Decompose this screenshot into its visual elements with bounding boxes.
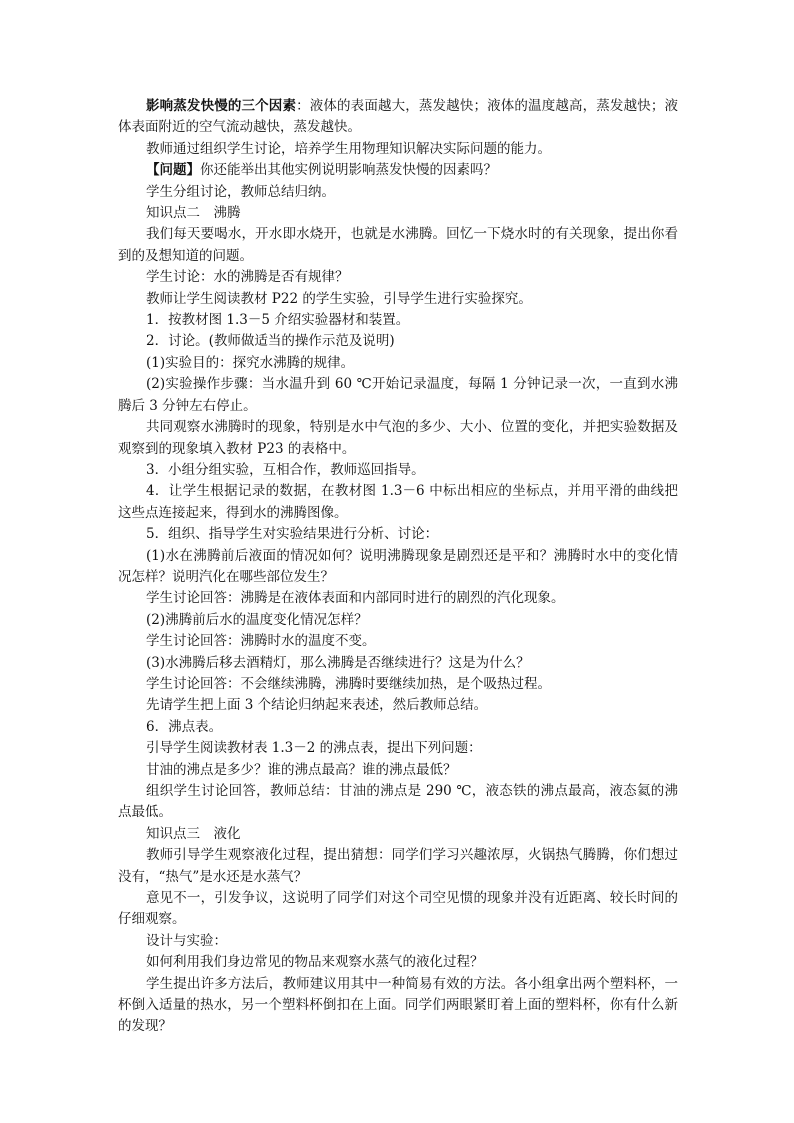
paragraph bbox=[118, 717, 678, 738]
paragraph bbox=[118, 546, 678, 589]
section-heading bbox=[118, 203, 678, 224]
paragraph-text: 1．按教材图 1.3－5 介绍实验器材和装置。 bbox=[146, 312, 410, 329]
paragraph-text: 我们每天要喝水，开水即水烧开，也就是水沸腾。回忆一下烧水时的有关现象，提出你看到的及想知道的问题。 bbox=[118, 226, 678, 264]
paragraph bbox=[118, 139, 678, 160]
paragraph-text: 引导学生阅读教材表 1.3－2 的沸点表，提出下列问题： bbox=[146, 740, 482, 757]
paragraph-text: 知识点三 液化 bbox=[146, 825, 241, 842]
paragraph bbox=[118, 481, 678, 524]
paragraph-text: 5．组织、指导学生对实验结果进行分析、讨论： bbox=[146, 526, 439, 543]
paragraph bbox=[118, 588, 678, 609]
paragraph-text: 甘油的沸点是多少？谁的沸点最高？谁的沸点最低？ bbox=[146, 761, 457, 778]
paragraph-text: 3．小组分组实验，互相合作，教师巡回指导。 bbox=[146, 461, 425, 478]
section-heading bbox=[118, 824, 678, 845]
paragraph-text: ：液体的表面越大，蒸发越快；液体的温度越高，蒸发越快；液体表面附近的空气流动越快，蒸发越快。 bbox=[118, 98, 679, 136]
paragraph-text: (2)实验操作步骤：当水温升到 60 ℃开始记录温度，每隔 1 分钟记录一次，一直到水沸腾后 3 分钟左右停止。 bbox=[118, 376, 678, 414]
paragraph-text: 意见不一，引发争议，这说明了同学们对这个司空见惯的现象并没有近距离、较长时间的仔细观察。 bbox=[118, 890, 678, 928]
paragraph-text: 知识点二 沸腾 bbox=[146, 205, 241, 222]
paragraph bbox=[118, 160, 678, 181]
paragraph-text: 学生分组讨论，教师总结归纳。 bbox=[146, 183, 335, 200]
paragraph bbox=[118, 674, 678, 695]
paragraph bbox=[118, 888, 678, 931]
paragraph bbox=[118, 610, 678, 631]
paragraph-text: 组织学生讨论回答，教师总结：甘油的沸点是 290 ℃，液态铁的沸点最高，液态氦的沸点最低。 bbox=[118, 783, 678, 821]
paragraph bbox=[118, 460, 678, 481]
paragraph-text: 共同观察水沸腾时的现象，特别是水中气泡的多少、大小、位置的变化，并把实验数据及观察到的现象填入教材 P23 的表格中。 bbox=[118, 419, 678, 457]
document-body bbox=[118, 96, 678, 1038]
paragraph-text: (1)水在沸腾前后液面的情况如何？说明沸腾现象是剧烈还是平和？沸腾时水中的变化情况怎样？说明汽化在哪些部位发生？ bbox=[118, 547, 678, 585]
paragraph bbox=[118, 695, 678, 716]
paragraph bbox=[118, 631, 678, 652]
paragraph bbox=[118, 331, 678, 352]
paragraph bbox=[118, 738, 678, 759]
paragraph-text: 设计与实验： bbox=[146, 932, 227, 949]
paragraph-text: 你还能举出其他实例说明影响蒸发快慢的因素吗？ bbox=[200, 162, 497, 179]
paragraph-text: 学生讨论回答：沸腾时水的温度不变。 bbox=[146, 633, 376, 650]
paragraph bbox=[118, 974, 678, 1038]
paragraph-text: 学生讨论回答：不会继续沸腾，沸腾时要继续加热，是个吸热过程。 bbox=[146, 675, 551, 692]
paragraph-text: 学生讨论回答：沸腾是在液体表面和内部同时进行的剧烈的汽化现象。 bbox=[146, 590, 565, 607]
paragraph-text: 学生提出许多方法后，教师建议用其中一种简易有效的方法。各小组拿出两个塑料杯，一杯倒入适量的热水，另一个塑料杯倒扣在上面。同学们两眼紧盯着上面的塑料杯，你有什么新的发现？ bbox=[118, 975, 678, 1035]
paragraph-text: 如何利用我们身边常见的物品来观察水蒸气的液化过程？ bbox=[146, 954, 484, 971]
paragraph-text: 教师引导学生观察液化过程，提出猜想：同学们学习兴趣浓厚，火锅热气腾腾，你们想过没有，“热气”是水还是水蒸气？ bbox=[118, 847, 678, 885]
paragraph bbox=[118, 224, 678, 267]
paragraph bbox=[118, 781, 678, 824]
paragraph-text: (3)水沸腾后移去酒精灯，那么沸腾是否继续进行？这是为什么？ bbox=[146, 654, 530, 671]
paragraph-text: (2)沸腾前后水的温度变化情况怎样？ bbox=[146, 611, 368, 628]
paragraph-text: 2．讨论。(教师做适当的操作示范及说明) bbox=[146, 333, 395, 350]
paragraph-text: 4．让学生根据记录的数据，在教材图 1.3－6 中标出相应的坐标点，并用平滑的曲线把这些点连接起来，得到水的沸腾图像。 bbox=[118, 483, 678, 521]
paragraph-text: (1)实验目的：探究水沸腾的规律。 bbox=[146, 354, 355, 371]
paragraph bbox=[118, 760, 678, 781]
paragraph bbox=[118, 267, 678, 288]
paragraph bbox=[118, 845, 678, 888]
paragraph-lead: 影响蒸发快慢的三个因素 bbox=[146, 98, 297, 114]
paragraph bbox=[118, 653, 678, 674]
paragraph-text: 教师让学生阅读教材 P22 的学生实验，引导学生进行实验探究。 bbox=[146, 290, 532, 307]
paragraph-text: 6．沸点表。 bbox=[146, 718, 223, 735]
paragraph bbox=[118, 182, 678, 203]
paragraph bbox=[118, 374, 678, 417]
paragraph bbox=[118, 417, 678, 460]
paragraph bbox=[118, 310, 678, 331]
paragraph-text: 教师通过组织学生讨论，培养学生用物理知识解决实际问题的能力。 bbox=[146, 140, 551, 157]
paragraph-lead: 【问题】 bbox=[146, 162, 200, 179]
paragraph bbox=[118, 524, 678, 545]
paragraph bbox=[118, 931, 678, 952]
paragraph bbox=[118, 96, 678, 139]
paragraph bbox=[118, 952, 678, 973]
paragraph-text: 先请学生把上面 3 个结论归纳起来表述，然后教师总结。 bbox=[146, 697, 488, 714]
paragraph bbox=[118, 289, 678, 310]
paragraph bbox=[118, 353, 678, 374]
paragraph-text: 学生讨论：水的沸腾是否有规律？ bbox=[146, 269, 349, 286]
